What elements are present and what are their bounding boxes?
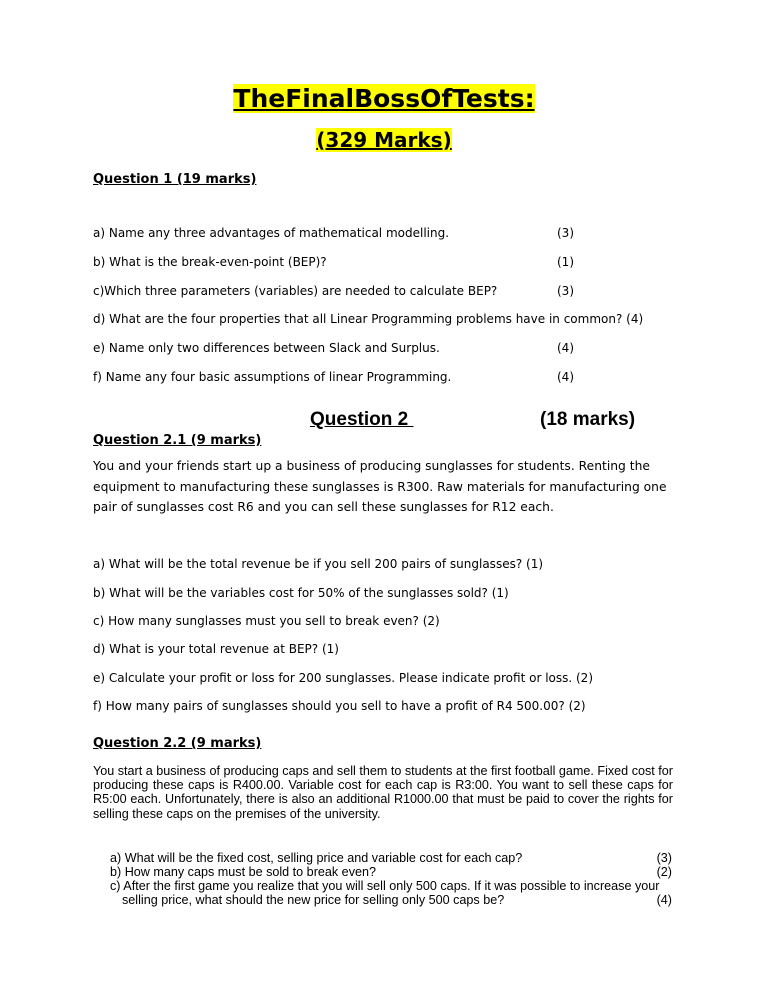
title-text: TheFinalBossOfTests: bbox=[233, 84, 535, 113]
q1-marks: (4) bbox=[557, 370, 574, 384]
q1-item: b) What is the break-even-point (BEP)? bbox=[93, 255, 327, 269]
q1-item: d) What are the four properties that all Linear Programming problems have in common? (4) bbox=[93, 312, 644, 326]
q1-item: c)Which three parameters (variables) are needed to calculate BEP? bbox=[93, 284, 498, 298]
q21-paragraph: You and your friends start up a business of producing sunglasses for students. Renting the equipment to manufacturing these sunglasses is R300. Raw materials for manufacturing one pair of sunglasses cost R6 and you can sell these sunglasses for R12 each. bbox=[93, 459, 667, 514]
q22-item bbox=[110, 851, 672, 865]
q22-item-text: a) What will be the fixed cost, selling price and variable cost for each cap? bbox=[110, 851, 523, 865]
q1-marks: (3) bbox=[557, 284, 574, 298]
q1-heading: Question 1 (19 marks) bbox=[93, 172, 257, 187]
q21-item: c) How many sunglasses must you sell to break even? (2) bbox=[93, 614, 440, 628]
q21-item: b) What will be the variables cost for 50% of the sunglasses sold? (1) bbox=[93, 586, 509, 600]
total-marks bbox=[0, 128, 768, 152]
q2-heading: Question 2 bbox=[310, 409, 414, 430]
q1-item: e) Name only two differences between Slack and Surplus. bbox=[93, 341, 440, 355]
q21-item: a) What will be the total revenue be if you sell 200 pairs of sunglasses? (1) bbox=[93, 557, 544, 571]
q1-marks: (1) bbox=[557, 255, 574, 269]
q1-marks: (4) bbox=[557, 341, 574, 355]
q1-item: f) Name any four basic assumptions of linear Programming. bbox=[93, 370, 452, 384]
q21-heading: Question 2.1 (9 marks) bbox=[93, 433, 262, 448]
q21-item: e) Calculate your profit or loss for 200 sunglasses. Please indicate profit or loss. (2) bbox=[93, 671, 593, 685]
q21-item: f) How many pairs of sunglasses should you sell to have a profit of R4 500.00? (2) bbox=[93, 699, 586, 713]
q22-item bbox=[122, 893, 672, 907]
q1-marks: (3) bbox=[557, 226, 574, 240]
q2-marks: (18 marks) bbox=[540, 409, 636, 430]
q1-item: a) Name any three advantages of mathematical modelling. bbox=[93, 226, 450, 240]
q22-item-text: b) How many caps must be sold to break even? bbox=[110, 865, 376, 879]
q22-item-text: selling price, what should the new price for selling only 500 caps be? bbox=[122, 893, 505, 907]
total-marks-text: (329 Marks) bbox=[316, 128, 452, 152]
q22-item-marks: (4) bbox=[656, 893, 672, 907]
document-title bbox=[0, 84, 768, 113]
q22-heading: Question 2.2 (9 marks) bbox=[93, 736, 262, 751]
q22-item bbox=[110, 865, 672, 879]
q22-paragraph: You start a business of producing caps and sell them to students at the first football game. Fixed cost for producing these caps is R400.00. Variable cost for each cap is R3:00. You want to sell these caps for R5:00 each. Unfortunately, there is also an additional R1000.00 that must be paid to cover the rights for selling these caps on the premises of the university. bbox=[93, 764, 673, 821]
q21-item: d) What is your total revenue at BEP? (1) bbox=[93, 642, 339, 656]
q22-item-marks: (3) bbox=[656, 851, 672, 865]
q22-item-text: c) After the first game you realize that you will sell only 500 caps. If it was possible to increase your bbox=[110, 879, 660, 893]
q22-item-marks: (2) bbox=[656, 865, 672, 879]
q22-item bbox=[110, 879, 672, 893]
